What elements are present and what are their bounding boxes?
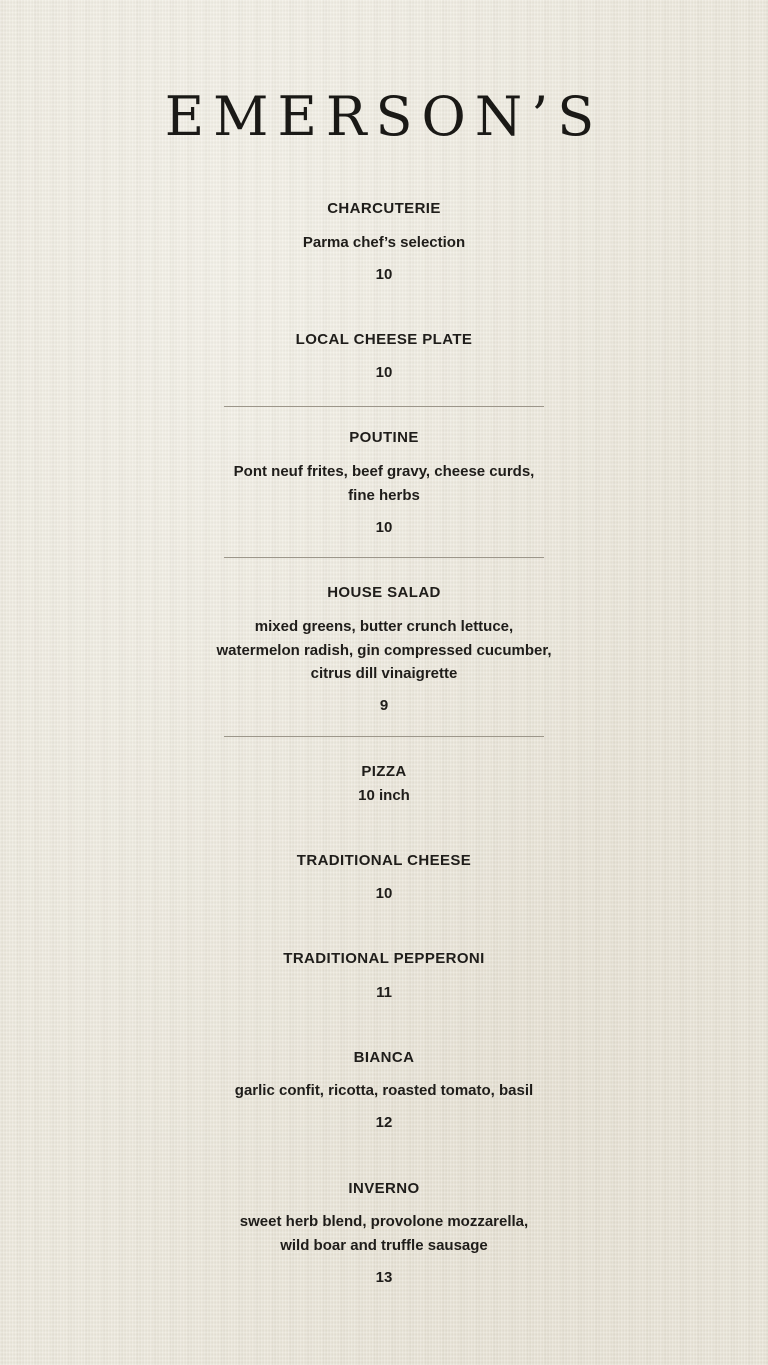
item-name-traditional-pepperoni: TRADITIONAL PEPPERONI — [283, 950, 485, 967]
item-price-traditional-cheese: 10 — [375, 885, 393, 902]
item-description-inverno-line-2: wild boar and truffle sausage — [280, 1237, 488, 1254]
item-price-local-cheese-plate: 10 — [375, 364, 393, 381]
item-description-charcuterie: Parma chef’s selection — [302, 234, 466, 251]
item-name-traditional-cheese: TRADITIONAL CHEESE — [296, 852, 472, 869]
item-price-traditional-pepperoni: 11 — [376, 984, 392, 1001]
item-price-charcuterie: 10 — [375, 266, 393, 283]
item-description-poutine-line-2: fine herbs — [348, 487, 420, 504]
item-price-house-salad: 9 — [379, 697, 389, 714]
item-name-local-cheese-plate: LOCAL CHEESE PLATE — [295, 331, 473, 348]
item-name-charcuterie: CHARCUTERIE — [327, 200, 441, 217]
section-divider — [224, 736, 544, 737]
item-name-house-salad: HOUSE SALAD — [327, 584, 441, 601]
item-name-bianca: BIANCA — [353, 1049, 415, 1066]
item-description-poutine-line-1: Pont neuf frites, beef gravy, cheese curds, — [233, 463, 535, 480]
item-price-bianca: 12 — [375, 1114, 393, 1131]
item-description-house-salad-line-3: citrus dill vinaigrette — [310, 665, 458, 682]
pizza-size-note: 10 inch — [358, 787, 410, 804]
item-price-inverno: 13 — [375, 1269, 393, 1286]
item-name-inverno: INVERNO — [348, 1180, 420, 1197]
section-divider — [224, 406, 544, 407]
item-description-house-salad-line-2: watermelon radish, gin compressed cucumber, — [216, 642, 552, 659]
item-description-house-salad-line-1: mixed greens, butter crunch lettuce, — [254, 618, 514, 635]
item-description-bianca: garlic confit, ricotta, roasted tomato, basil — [234, 1082, 534, 1099]
item-price-poutine: 10 — [375, 519, 393, 536]
item-description-inverno-line-1: sweet herb blend, provolone mozzarella, — [239, 1213, 529, 1230]
section-heading-pizza: PIZZA — [361, 763, 407, 780]
section-divider — [224, 557, 544, 558]
item-name-poutine: POUTINE — [349, 429, 419, 446]
restaurant-title: EMERSON’S — [164, 85, 604, 148]
